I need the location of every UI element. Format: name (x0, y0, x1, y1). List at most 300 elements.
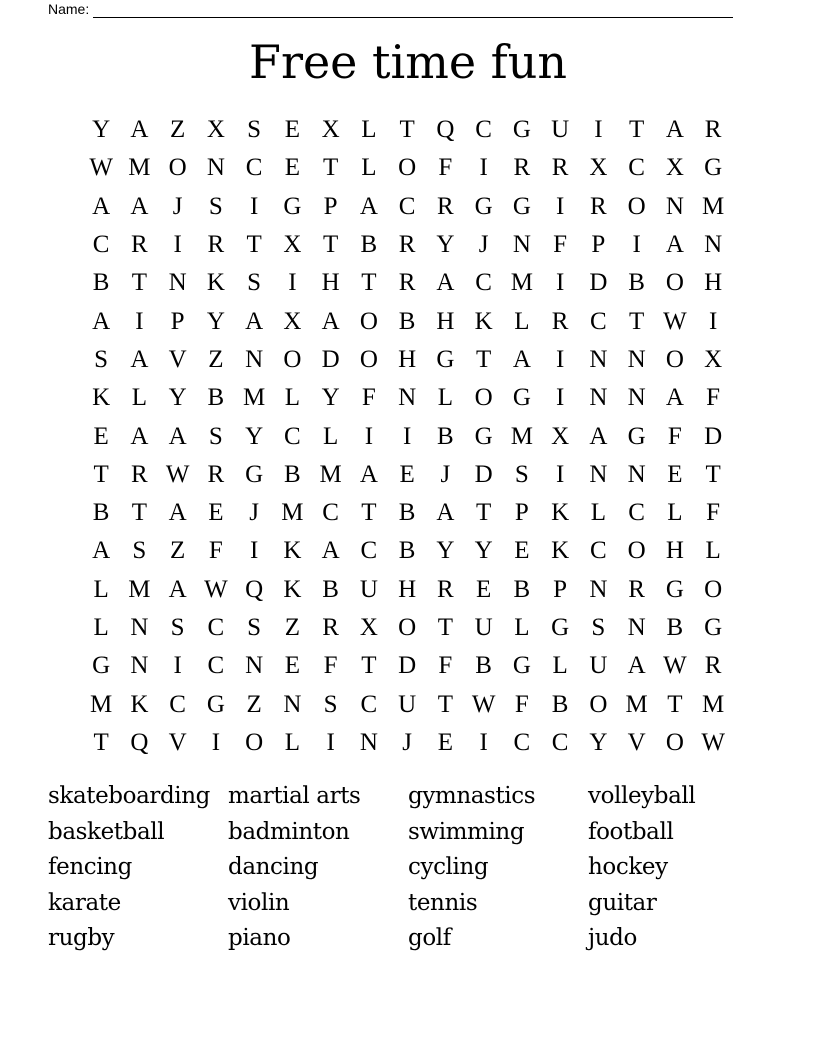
grid-cell[interactable]: A (436, 499, 455, 527)
grid-cell[interactable]: Y (206, 307, 225, 335)
grid-cell[interactable]: X (206, 116, 225, 144)
grid-cell[interactable]: X (283, 307, 302, 335)
grid-cell[interactable]: B (398, 499, 416, 527)
grid-cell[interactable]: R (551, 307, 569, 335)
grid-cell[interactable]: R (551, 154, 569, 182)
grid-cell[interactable]: T (437, 690, 454, 718)
grid-cell[interactable]: N (130, 614, 149, 641)
grid-cell[interactable]: A (130, 116, 149, 144)
grid-cell[interactable]: Q (245, 575, 264, 603)
word-list-item: tennis (408, 889, 478, 916)
grid-cell[interactable]: H (436, 307, 455, 335)
grid-cell[interactable]: P (514, 499, 529, 527)
grid-cell[interactable]: K (92, 384, 111, 412)
grid-cell[interactable]: A (92, 537, 111, 565)
grid-cell[interactable]: X (589, 154, 608, 182)
grid-cell[interactable]: O (665, 269, 684, 297)
grid-cell[interactable]: B (284, 460, 301, 488)
grid-cell[interactable]: M (128, 575, 151, 603)
grid-cell[interactable]: C (284, 422, 301, 450)
grid-cell[interactable]: L (514, 307, 530, 335)
grid-cell[interactable]: J (402, 728, 412, 756)
grid-cell[interactable]: L (131, 384, 148, 412)
grid-cell[interactable]: I (632, 231, 641, 259)
grid-cell[interactable]: I (555, 345, 565, 373)
grid-cell[interactable]: R (704, 652, 722, 680)
grid-cell[interactable]: A (168, 422, 187, 450)
grid-cell[interactable]: C (513, 728, 531, 756)
grid-cell[interactable]: X (704, 345, 723, 373)
grid-cell[interactable]: I (402, 422, 412, 450)
grid-cell[interactable]: N (130, 652, 149, 680)
grid-cell[interactable]: N (245, 652, 264, 680)
grid-cell[interactable]: E (93, 422, 109, 450)
grid-cell[interactable]: N (589, 460, 608, 488)
grid-cell[interactable]: X (359, 614, 378, 641)
grid-cell[interactable]: J (478, 231, 489, 259)
grid-cell[interactable]: I (135, 307, 144, 335)
grid-cell[interactable]: F (706, 384, 721, 412)
grid-cell[interactable]: O (665, 728, 684, 756)
word-list-item: karate (48, 889, 121, 916)
grid-cell[interactable]: T (361, 652, 377, 680)
grid-cell[interactable]: N (627, 460, 646, 488)
grid-cell[interactable]: F (208, 537, 223, 565)
grid-cell[interactable]: K (206, 269, 225, 297)
grid-cell[interactable]: K (551, 537, 570, 565)
grid-cell[interactable]: M (702, 192, 725, 220)
grid-cell[interactable]: B (398, 537, 416, 565)
grid-cell[interactable]: C (590, 307, 607, 335)
grid-cell[interactable]: N (627, 345, 646, 373)
grid-cell[interactable]: K (283, 575, 302, 603)
grid-cell[interactable]: G (512, 116, 531, 144)
grid-cell[interactable]: G (92, 652, 111, 680)
grid-cell[interactable]: N (245, 345, 264, 373)
grid-cell[interactable]: C (360, 537, 378, 565)
grid-cell[interactable]: R (398, 269, 416, 297)
grid-cell[interactable]: T (93, 728, 109, 756)
grid-cell[interactable]: F (514, 690, 529, 718)
grid-cell[interactable]: T (667, 690, 683, 718)
grid-cell[interactable]: T (628, 116, 645, 144)
grid-cell[interactable]: T (475, 345, 492, 373)
grid-cell[interactable]: L (361, 116, 377, 144)
grid-cell[interactable]: E (399, 460, 415, 488)
grid-cell[interactable]: L (514, 614, 530, 641)
grid-cell[interactable]: B (322, 575, 339, 603)
grid-cell[interactable]: W (663, 652, 687, 680)
grid-cell[interactable]: S (247, 116, 262, 144)
grid-cell[interactable]: A (512, 345, 531, 373)
grid-cell[interactable]: N (589, 345, 608, 373)
grid-cell[interactable]: G (436, 345, 455, 373)
grid-cell[interactable]: U (359, 575, 378, 603)
grid-cell[interactable]: C (590, 537, 607, 565)
grid-cell[interactable]: B (360, 231, 378, 259)
grid-cell[interactable]: C (628, 499, 645, 527)
grid-cell[interactable]: W (663, 307, 687, 335)
grid-cell[interactable]: G (627, 422, 646, 450)
grid-cell[interactable]: N (398, 384, 417, 412)
grid-cell[interactable]: M (128, 154, 151, 182)
grid-cell[interactable]: N (589, 384, 608, 412)
grid-cell[interactable]: A (130, 345, 149, 373)
grid-cell[interactable]: T (705, 460, 721, 488)
grid-cell[interactable]: I (326, 728, 335, 756)
grid-cell[interactable]: S (514, 460, 529, 488)
grid-cell[interactable]: Z (169, 116, 186, 144)
grid-cell[interactable]: E (514, 537, 530, 565)
grid-cell[interactable]: X (283, 231, 302, 259)
grid-cell[interactable]: G (474, 192, 493, 220)
grid-cell[interactable]: I (249, 192, 259, 220)
grid-cell[interactable]: B (92, 499, 110, 527)
grid-cell[interactable]: M (90, 690, 113, 718)
grid-cell[interactable]: A (589, 422, 608, 450)
grid-cell[interactable]: G (474, 422, 493, 450)
grid-cell[interactable]: S (94, 345, 109, 373)
grid-cell[interactable]: Y (474, 537, 493, 565)
grid-cell[interactable]: G (704, 614, 723, 641)
grid-cell[interactable]: S (132, 537, 147, 565)
grid-cell[interactable]: I (555, 192, 565, 220)
grid-cell[interactable]: R (704, 116, 722, 144)
grid-cell[interactable]: Z (208, 345, 224, 373)
grid-cell[interactable]: N (168, 269, 187, 297)
grid-cell[interactable]: Q (130, 728, 149, 756)
grid-cell[interactable]: O (704, 575, 723, 603)
grid-cell[interactable]: H (704, 269, 723, 297)
grid-cell[interactable]: T (399, 116, 415, 144)
grid-cell[interactable]: T (322, 154, 339, 182)
grid-cell[interactable]: X (551, 422, 570, 450)
grid-cell[interactable]: F (553, 231, 568, 259)
grid-cell[interactable]: U (589, 652, 608, 680)
grid-cell[interactable]: B (628, 269, 645, 297)
grid-cell[interactable]: O (359, 345, 378, 373)
grid-cell[interactable]: L (552, 652, 568, 680)
grid-cell[interactable]: G (206, 690, 225, 718)
grid-cell[interactable]: G (512, 384, 531, 412)
grid-cell[interactable]: E (284, 652, 301, 680)
grid-cell[interactable]: D (474, 460, 493, 488)
grid-cell[interactable]: N (359, 728, 378, 756)
grid-cell[interactable]: M (625, 690, 648, 718)
grid-cell[interactable]: L (590, 499, 607, 527)
grid-cell[interactable]: L (667, 499, 683, 527)
grid-cell[interactable]: J (249, 499, 259, 527)
grid-cell[interactable]: E (284, 154, 301, 182)
grid-cell[interactable]: K (474, 307, 493, 335)
grid-cell[interactable]: B (437, 422, 454, 450)
grid-cell[interactable]: E (475, 575, 492, 603)
grid-cell[interactable]: G (665, 575, 684, 603)
grid-cell[interactable]: X (665, 154, 684, 182)
grid-cell[interactable]: S (247, 269, 262, 297)
grid-cell[interactable]: C (475, 116, 492, 144)
grid-cell[interactable]: A (130, 192, 149, 220)
grid-cell[interactable]: B (475, 652, 492, 680)
grid-cell[interactable]: C (398, 192, 416, 220)
grid-cell[interactable]: D (704, 422, 723, 450)
grid-cell[interactable]: T (131, 499, 148, 527)
grid-cell[interactable]: W (701, 728, 725, 756)
grid-cell[interactable]: E (208, 499, 224, 527)
grid-cell[interactable]: A (92, 307, 111, 335)
grid-cell[interactable]: L (284, 728, 301, 756)
grid-cell[interactable]: T (475, 499, 492, 527)
grid-cell[interactable]: Q (436, 116, 455, 144)
grid-cell[interactable]: I (364, 422, 374, 450)
grid-cell[interactable]: M (243, 384, 266, 412)
grid-cell[interactable]: I (708, 307, 718, 335)
grid-cell[interactable]: C (92, 231, 110, 259)
grid-cell[interactable]: J (172, 192, 183, 220)
grid-cell[interactable]: T (437, 614, 454, 641)
grid-cell[interactable]: I (249, 537, 259, 565)
grid-cell[interactable]: O (627, 537, 646, 565)
grid-cell[interactable]: N (665, 192, 684, 220)
grid-cell[interactable]: C (475, 269, 492, 297)
grid-cell[interactable]: S (591, 614, 606, 641)
grid-cell[interactable]: W (471, 690, 496, 718)
grid-cell[interactable]: O (245, 728, 264, 756)
grid-cell[interactable]: T (361, 499, 377, 527)
grid-cell[interactable]: F (438, 652, 453, 680)
grid-cell[interactable]: G (512, 192, 531, 220)
grid-cell[interactable]: N (704, 231, 723, 259)
grid-cell[interactable]: A (359, 192, 378, 220)
grid-cell[interactable]: B (207, 384, 225, 412)
grid-cell[interactable]: I (479, 728, 488, 756)
grid-cell[interactable]: A (627, 652, 646, 680)
grid-cell[interactable]: Y (321, 384, 340, 412)
grid-cell[interactable]: S (208, 192, 223, 220)
grid-cell[interactable]: U (398, 690, 417, 718)
grid-cell[interactable]: E (437, 728, 454, 756)
grid-cell[interactable]: Y (92, 116, 111, 144)
grid-cell[interactable]: K (283, 537, 302, 565)
grid-cell[interactable]: F (706, 499, 721, 527)
grid-cell[interactable]: I (479, 154, 488, 182)
grid-cell[interactable]: H (398, 575, 417, 603)
grid-cell[interactable]: D (589, 269, 608, 297)
grid-cell[interactable]: C (551, 728, 569, 756)
grid-cell[interactable]: I (173, 652, 182, 680)
grid-cell[interactable]: Z (246, 690, 262, 718)
grid-cell[interactable]: L (284, 384, 301, 412)
grid-cell[interactable]: G (245, 460, 264, 488)
grid-cell[interactable]: A (665, 116, 684, 144)
grid-cell[interactable]: A (665, 231, 684, 259)
word-list-item: guitar (588, 889, 657, 916)
grid-cell[interactable]: A (359, 460, 378, 488)
grid-cell[interactable]: C (207, 614, 225, 641)
grid-cell[interactable]: A (92, 192, 111, 220)
grid-cell[interactable]: K (551, 499, 570, 527)
word-list-item: rugby (48, 925, 115, 951)
grid-cell[interactable]: P (553, 575, 568, 603)
word-list-item: martial arts (228, 783, 361, 809)
grid-cell[interactable]: A (436, 269, 455, 297)
grid-cell[interactable]: Y (168, 384, 187, 412)
grid-cell[interactable]: A (168, 499, 187, 527)
grid-cell[interactable]: N (627, 384, 646, 412)
grid-cell[interactable]: I (288, 269, 297, 297)
grid-cell[interactable]: R (513, 154, 531, 182)
letter-grid (82, 111, 732, 762)
grid-cell[interactable]: N (627, 614, 646, 641)
word-list-item: volleyball (588, 783, 696, 809)
grid-cell[interactable]: O (627, 192, 646, 220)
grid-cell[interactable]: C (628, 154, 645, 182)
grid-cell[interactable]: M (510, 422, 533, 450)
grid-cell[interactable]: E (284, 116, 301, 144)
grid-cell[interactable]: U (474, 614, 493, 641)
grid-cell[interactable]: I (594, 116, 603, 144)
word-list-item: cycling (408, 854, 489, 880)
grid-cell[interactable]: O (398, 154, 417, 182)
grid-cell[interactable]: V (168, 345, 187, 373)
grid-cell[interactable]: C (360, 690, 378, 718)
grid-cell[interactable]: T (322, 231, 339, 259)
grid-cell[interactable]: I (555, 384, 565, 412)
grid-cell[interactable]: P (323, 192, 338, 220)
grid-cell[interactable]: N (589, 575, 608, 603)
grid-cell[interactable]: R (398, 231, 416, 259)
grid-cell[interactable]: S (208, 422, 223, 450)
grid-cell[interactable]: C (322, 499, 339, 527)
grid-cell[interactable]: L (705, 537, 721, 565)
grid-cell[interactable]: G (704, 154, 723, 182)
grid-cell[interactable]: T (246, 231, 262, 259)
grid-cell[interactable]: K (130, 690, 149, 718)
grid-cell[interactable]: F (667, 422, 682, 450)
grid-cell[interactable]: T (131, 269, 148, 297)
grid-cell[interactable]: F (323, 652, 338, 680)
grid-cell[interactable]: R (207, 460, 225, 488)
grid-cell[interactable]: R (437, 192, 454, 220)
grid-cell[interactable]: H (321, 269, 340, 297)
grid-cell[interactable]: F (361, 384, 376, 412)
grid-cell[interactable]: Z (284, 614, 301, 641)
grid-cell[interactable]: W (165, 460, 190, 488)
grid-cell[interactable]: L (361, 154, 377, 182)
word-list (48, 779, 768, 957)
grid-cell[interactable]: V (168, 728, 187, 756)
name-line[interactable] (93, 3, 733, 18)
grid-cell[interactable]: C (207, 652, 225, 680)
grid-cell[interactable]: Z (169, 537, 186, 565)
grid-cell[interactable]: O (474, 384, 493, 412)
grid-cell[interactable]: R (590, 192, 607, 220)
grid-cell[interactable]: O (589, 690, 608, 718)
grid-cell[interactable]: T (93, 460, 109, 488)
grid-cell[interactable]: H (398, 345, 417, 373)
grid-cell[interactable]: L (437, 384, 454, 412)
grid-cell[interactable]: O (359, 307, 378, 335)
grid-cell[interactable]: Y (245, 422, 264, 450)
grid-cell[interactable]: M (319, 460, 342, 488)
grid-cell[interactable]: S (247, 614, 262, 641)
grid-cell[interactable]: A (168, 575, 187, 603)
grid-cell[interactable]: O (168, 154, 187, 182)
grid-cell[interactable]: B (551, 690, 569, 718)
grid-cell[interactable]: L (322, 422, 339, 450)
grid-cell[interactable]: R (131, 231, 148, 259)
grid-cell[interactable]: S (323, 690, 338, 718)
grid-cell[interactable]: L (93, 575, 109, 603)
grid-cell[interactable]: W (89, 154, 113, 182)
grid-cell[interactable]: I (555, 460, 565, 488)
grid-cell[interactable]: R (437, 575, 454, 603)
grid-cell[interactable]: C (169, 690, 186, 718)
grid-cell[interactable]: Y (589, 728, 608, 756)
grid-cell[interactable]: R (131, 460, 148, 488)
grid-cell[interactable]: Y (436, 231, 455, 259)
grid-cell[interactable]: P (170, 307, 185, 335)
grid-cell[interactable]: G (283, 192, 302, 220)
grid-cell[interactable]: F (438, 154, 453, 182)
grid-cell[interactable]: M (281, 499, 304, 527)
grid-cell[interactable]: T (361, 269, 377, 297)
grid-cell[interactable]: N (283, 690, 302, 718)
grid-cell[interactable]: A (245, 307, 264, 335)
grid-cell[interactable]: R (207, 231, 225, 259)
grid-cell[interactable]: I (211, 728, 221, 756)
grid-cell[interactable]: O (398, 614, 417, 641)
grid-cell[interactable]: H (665, 537, 684, 565)
grid-cell[interactable]: I (555, 269, 565, 297)
grid-cell[interactable]: D (321, 345, 340, 373)
grid-cell[interactable]: G (551, 614, 570, 641)
grid-cell[interactable]: E (667, 460, 683, 488)
grid-cell[interactable]: T (628, 307, 645, 335)
grid-cell[interactable]: B (666, 614, 684, 641)
grid-cell[interactable]: A (130, 422, 149, 450)
grid-cell[interactable]: X (321, 116, 340, 144)
word-list-item: badminton (228, 818, 350, 845)
grid-cell[interactable]: O (283, 345, 302, 373)
grid-cell[interactable]: B (513, 575, 531, 603)
grid-cell[interactable]: W (204, 575, 228, 603)
grid-cell[interactable]: Y (436, 537, 455, 565)
grid-cell[interactable]: B (92, 269, 110, 297)
grid-cell[interactable]: I (173, 231, 182, 259)
grid-cell[interactable]: A (321, 537, 340, 565)
grid-cell[interactable]: N (512, 231, 531, 259)
grid-cell[interactable]: N (206, 154, 225, 182)
grid-cell[interactable]: L (93, 614, 109, 641)
grid-cell[interactable]: M (702, 690, 725, 718)
grid-cell[interactable]: D (398, 652, 417, 680)
grid-cell[interactable]: U (551, 116, 570, 144)
grid-cell[interactable]: G (512, 652, 531, 680)
grid-cell[interactable]: O (665, 345, 684, 373)
grid-cell[interactable]: M (510, 269, 533, 297)
grid-cell[interactable]: R (322, 614, 339, 641)
grid-cell[interactable]: J (440, 460, 451, 488)
grid-cell[interactable]: P (591, 231, 606, 259)
grid-cell[interactable]: A (665, 384, 684, 412)
grid-cell[interactable]: S (170, 614, 185, 641)
grid-cell[interactable]: A (321, 307, 340, 335)
grid-cell[interactable]: B (398, 307, 416, 335)
grid-cell[interactable]: R (628, 575, 645, 603)
grid-cell[interactable]: V (627, 728, 646, 756)
grid-cell[interactable]: C (245, 154, 263, 182)
